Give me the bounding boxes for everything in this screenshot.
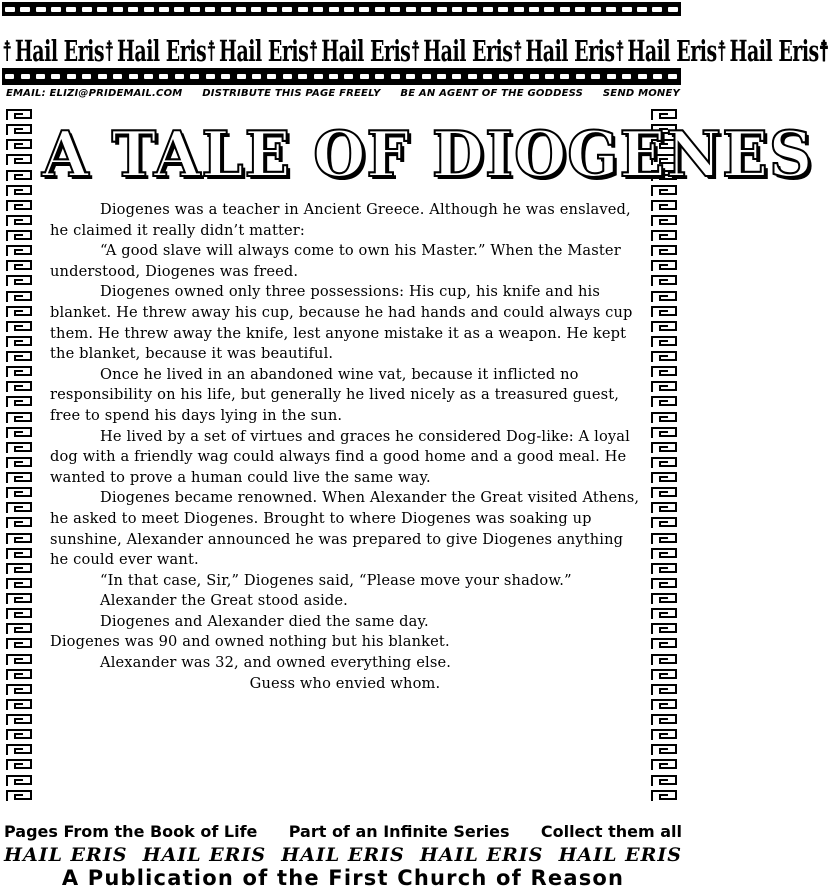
meander-unit <box>650 683 680 697</box>
story-paragraph: Diogenes was 90 and owned nothing but his blanket. <box>50 633 450 651</box>
border-notch <box>267 74 276 79</box>
footer-hail-eris-item: HAIL ERIS <box>419 844 544 866</box>
border-notch <box>98 74 107 79</box>
meander-unit <box>650 214 680 228</box>
meander-unit <box>5 637 35 651</box>
info-line <box>6 88 680 102</box>
meander-unit <box>5 214 35 228</box>
cross-icon: ☨ <box>410 35 421 69</box>
cross-icon: ☨ <box>818 35 829 69</box>
hail-eris-item <box>410 35 513 69</box>
hail-eris-item <box>512 35 615 69</box>
hail-eris-text: Hail Eris <box>627 35 717 69</box>
story-paragraph: “In that case, Sir,” Diogenes said, “Please move your shadow.” <box>100 571 572 589</box>
meander-unit <box>5 486 35 500</box>
border-notch <box>221 74 230 79</box>
border-notch <box>514 7 524 12</box>
meander-unit <box>650 380 680 394</box>
meander-unit <box>650 426 680 440</box>
border-notch <box>668 7 678 12</box>
border-notch <box>530 74 539 79</box>
border-notch <box>129 74 138 79</box>
meander-unit <box>650 698 680 712</box>
meander-unit <box>650 532 680 546</box>
border-notch <box>422 74 431 79</box>
cross-icon: ☨ <box>104 35 114 69</box>
meander-unit <box>650 456 680 470</box>
meander-unit <box>650 789 680 803</box>
hail-eris-item <box>308 35 411 69</box>
border-notch <box>668 74 677 79</box>
border-notch <box>5 74 14 79</box>
border-notch <box>637 7 647 12</box>
meander-unit <box>5 169 35 183</box>
border-notch <box>298 74 307 79</box>
meander-unit <box>5 259 35 273</box>
meander-unit <box>5 728 35 742</box>
meander-unit <box>5 653 35 667</box>
border-notch <box>21 74 30 79</box>
meander-unit <box>5 335 35 349</box>
border-notch <box>314 74 323 79</box>
meander-unit <box>5 622 35 636</box>
meander-unit <box>650 713 680 727</box>
meander-unit <box>650 350 680 364</box>
meander-unit <box>5 683 35 697</box>
border-notch <box>20 7 30 12</box>
border-notch <box>406 7 416 12</box>
meander-unit <box>5 562 35 576</box>
border-notch <box>622 74 631 79</box>
meander-unit <box>5 108 35 122</box>
meander-unit <box>5 713 35 727</box>
border-notch <box>483 74 492 79</box>
meander-unit <box>5 153 35 167</box>
border-notch <box>437 7 447 12</box>
hail-eris-item <box>716 35 819 69</box>
border-notch <box>652 7 662 12</box>
border-notch <box>144 7 154 12</box>
border-notch <box>607 74 616 79</box>
story-text <box>50 200 640 694</box>
meander-unit <box>5 607 35 621</box>
border-notch <box>622 7 632 12</box>
meander-unit <box>5 668 35 682</box>
border-notch <box>391 74 400 79</box>
footer-hail-eris-item: HAIL ERIS <box>558 844 682 866</box>
border-notch <box>174 7 184 12</box>
footer-book-of-life: Pages From the Book of Life <box>4 822 258 841</box>
border-notch <box>467 7 477 12</box>
hail-eris-text: Hail Eris <box>14 35 105 69</box>
meander-unit <box>650 592 680 606</box>
meander-unit <box>5 395 35 409</box>
meander-unit <box>650 320 680 334</box>
meander-unit <box>650 335 680 349</box>
story-paragraph: Diogenes and Alexander died the same day. <box>100 612 429 630</box>
meander-unit <box>650 471 680 485</box>
meander-unit <box>5 547 35 561</box>
border-notch <box>560 7 570 12</box>
border-notch <box>359 7 369 12</box>
top-border-bar <box>2 2 681 16</box>
border-notch <box>375 74 384 79</box>
meander-unit <box>5 743 35 757</box>
meander-unit <box>650 622 680 636</box>
footer-collect: Collect them all <box>540 822 682 841</box>
border-notch <box>529 7 539 12</box>
border-notch <box>468 74 477 79</box>
distribute-text: DISTRIBUTE THIS PAGE FREELY <box>202 88 381 99</box>
border-notch <box>545 74 554 79</box>
footer-infinite-series: Part of an Infinite Series <box>288 822 510 841</box>
border-notch <box>190 7 200 12</box>
meander-unit <box>650 290 680 304</box>
left-meander-border <box>5 108 35 803</box>
meander-unit <box>650 607 680 621</box>
border-notch <box>499 74 508 79</box>
meander-unit <box>5 577 35 591</box>
border-notch <box>606 7 616 12</box>
meander-unit <box>650 728 680 742</box>
meander-unit <box>5 290 35 304</box>
border-notch <box>252 74 261 79</box>
border-notch <box>452 7 462 12</box>
border-notch <box>251 7 261 12</box>
border-notch <box>51 7 61 12</box>
cross-icon: ☨ <box>308 35 319 69</box>
story-paragraph: Diogenes became renowned. When Alexander the Great visited Athens, he asked to meet Diogenes. Brought to where Diogenes was soaking up sunshine, Alexander announced he was prepared to give Diogenes anything he could ever want. <box>50 489 640 569</box>
border-notch <box>128 7 138 12</box>
meander-unit <box>650 774 680 788</box>
border-notch <box>190 74 199 79</box>
meander-unit <box>5 123 35 137</box>
border-notch <box>66 7 76 12</box>
footer-hail-eris-item: HAIL ERIS <box>142 844 267 866</box>
border-notch <box>298 7 308 12</box>
cross-icon: ☨ <box>2 35 12 69</box>
hail-eris-item <box>614 35 717 69</box>
cross-icon: ☨ <box>716 35 727 69</box>
border-notch <box>421 7 431 12</box>
border-notch <box>329 7 339 12</box>
meander-unit <box>650 395 680 409</box>
meander-unit <box>650 668 680 682</box>
footer-hail-eris-line <box>4 843 682 867</box>
hail-eris-text: Hail Eris <box>321 35 411 69</box>
footer-series-line <box>4 820 682 844</box>
banner-border-bar <box>2 68 681 85</box>
meander-unit <box>5 138 35 152</box>
border-notch <box>329 74 338 79</box>
meander-unit <box>650 441 680 455</box>
border-notch <box>638 74 647 79</box>
border-notch <box>237 74 246 79</box>
hail-eris-item <box>104 35 207 69</box>
meander-unit <box>5 516 35 530</box>
meander-unit <box>5 758 35 772</box>
border-notch <box>313 7 323 12</box>
meander-unit <box>650 547 680 561</box>
meander-unit <box>650 516 680 530</box>
meander-unit <box>650 562 680 576</box>
hail-eris-item <box>2 35 105 69</box>
meander-unit <box>650 305 680 319</box>
border-notch <box>591 74 600 79</box>
meander-unit <box>5 380 35 394</box>
border-notch <box>205 7 215 12</box>
border-notch <box>5 7 15 12</box>
border-notch <box>406 74 415 79</box>
border-notch <box>514 74 523 79</box>
border-notch <box>113 7 123 12</box>
meander-unit <box>5 471 35 485</box>
cross-icon: ☨ <box>614 35 625 69</box>
border-notch <box>452 74 461 79</box>
border-notch <box>82 74 91 79</box>
meander-unit <box>650 365 680 379</box>
meander-unit <box>650 758 680 772</box>
meander-unit <box>5 592 35 606</box>
border-notch <box>375 7 385 12</box>
border-notch <box>544 7 554 12</box>
footer-hail-eris-item: HAIL ERIS <box>4 844 128 866</box>
border-notch <box>344 7 354 12</box>
border-notch <box>576 74 585 79</box>
agent-text: BE AN AGENT OF THE GODDESS <box>400 88 584 99</box>
story-paragraph: “A good slave will always come to own his Master.” When the Master understood, Diogenes was freed. <box>50 242 621 280</box>
footer-publication-line: A Publication of the First Church of Reason <box>61 866 625 890</box>
border-notch <box>437 74 446 79</box>
footer-hail-eris-item: HAIL ERIS <box>281 844 405 866</box>
meander-unit <box>5 426 35 440</box>
meander-unit <box>5 501 35 515</box>
meander-unit <box>5 350 35 364</box>
meander-unit <box>650 501 680 515</box>
meander-unit <box>5 184 35 198</box>
border-notch <box>236 7 246 12</box>
meander-unit <box>650 637 680 651</box>
story-paragraph: Diogenes was a teacher in Ancient Greece. Although he was enslaved, he claimed it really didn’t matter: <box>50 201 631 239</box>
meander-unit <box>650 653 680 667</box>
border-notch <box>206 74 215 79</box>
border-notch <box>498 7 508 12</box>
meander-unit <box>5 774 35 788</box>
meander-unit <box>650 486 680 500</box>
story-closing-line: Guess who envied whom. <box>249 674 441 692</box>
meander-unit <box>5 229 35 243</box>
border-notch <box>175 74 184 79</box>
hail-eris-text: Hail Eris <box>219 35 309 69</box>
meander-unit <box>5 441 35 455</box>
border-notch <box>575 7 585 12</box>
meander-unit <box>650 199 680 213</box>
border-notch <box>360 74 369 79</box>
border-notch <box>221 7 231 12</box>
cross-icon: ☨ <box>206 35 217 69</box>
border-notch <box>36 74 45 79</box>
story-paragraph: Alexander the Great stood aside. <box>100 592 348 610</box>
border-notch <box>390 7 400 12</box>
border-notch <box>282 7 292 12</box>
meander-unit <box>5 305 35 319</box>
meander-unit <box>650 577 680 591</box>
meander-unit <box>650 259 680 273</box>
meander-unit <box>650 274 680 288</box>
meander-unit <box>5 456 35 470</box>
border-notch <box>113 74 122 79</box>
border-notch <box>67 74 76 79</box>
meander-unit <box>650 244 680 258</box>
border-notch <box>51 74 60 79</box>
border-notch <box>267 7 277 12</box>
cross-icon: ☨ <box>512 35 523 69</box>
story-paragraph: Diogenes owned only three possessions: His cup, his knife and his blanket. He threw away his cup, because he had hands and could always cup them. He threw away the knife, lest anyone mistake it as a weapon. He kept the blanket, because it was beautiful. <box>50 283 633 363</box>
email-text: EMAIL: ELIZI@PRIDEMAIL.COM <box>6 88 183 99</box>
border-notch <box>283 74 292 79</box>
meander-unit <box>650 743 680 757</box>
hail-eris-banner <box>2 27 829 69</box>
right-meander-border <box>650 108 680 803</box>
border-notch <box>144 74 153 79</box>
meander-unit <box>5 411 35 425</box>
border-notch <box>159 74 168 79</box>
story-paragraph: He lived by a set of virtues and graces he considered Dog-like: A loyal dog with a friendly wag could always find a good home and a good meal. He wanted to prove a human could live the same way. <box>50 427 630 486</box>
meander-unit <box>5 244 35 258</box>
page-title: A TALE OF DIOGENES <box>42 118 814 192</box>
hail-eris-text: Hail Eris <box>116 35 207 69</box>
border-notch <box>82 7 92 12</box>
meander-unit <box>5 789 35 803</box>
border-notch <box>159 7 169 12</box>
border-notch <box>483 7 493 12</box>
meander-unit <box>5 698 35 712</box>
hail-eris-text: Hail Eris <box>525 35 615 69</box>
border-notch <box>36 7 46 12</box>
meander-unit <box>5 365 35 379</box>
border-notch <box>560 74 569 79</box>
hail-eris-item <box>206 35 309 69</box>
hail-eris-text: Hail Eris <box>729 35 819 69</box>
border-notch <box>653 74 662 79</box>
meander-unit <box>5 199 35 213</box>
border-notch <box>97 7 107 12</box>
story-paragraph: Once he lived in an abandoned wine vat, because it inflicted no responsibility on his life, but generally he lived nicely as a treasured guest, free to spend his days lying in the sun. <box>50 365 620 424</box>
send-money-text: SEND MONEY <box>602 88 680 99</box>
meander-unit <box>650 229 680 243</box>
border-notch <box>591 7 601 12</box>
story-paragraph: Alexander was 32, and owned everything else. <box>100 654 452 672</box>
border-notch <box>344 74 353 79</box>
meander-unit <box>5 274 35 288</box>
meander-unit <box>5 532 35 546</box>
meander-unit <box>5 320 35 334</box>
hail-eris-text: Hail Eris <box>423 35 513 69</box>
meander-unit <box>650 411 680 425</box>
